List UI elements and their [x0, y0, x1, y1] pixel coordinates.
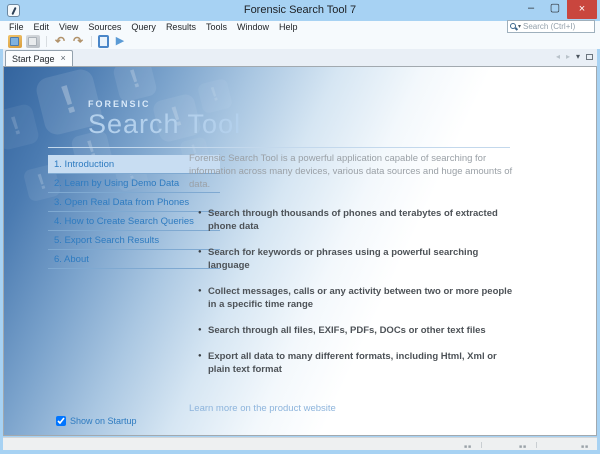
tab-list-dropdown-icon[interactable]: ▾	[575, 52, 580, 61]
save-icon	[26, 35, 40, 48]
logo-forensic-text: FORENSIC	[88, 99, 151, 109]
search-icon	[510, 23, 517, 30]
show-on-startup-checkbox[interactable]	[56, 416, 66, 426]
menu-file[interactable]: File	[9, 22, 24, 32]
statusbar-separator	[481, 442, 482, 448]
logo-search-tool-text: Search Tool	[88, 109, 242, 139]
tab-strip	[3, 49, 597, 66]
product-logo	[88, 99, 241, 140]
list-item: ● Search for keywords or phrases using a powerful searching language	[189, 246, 519, 272]
list-item: ● Search through all files, EXIFs, PDFs, DOCs or other text files	[189, 324, 519, 337]
tabstrip-icons	[556, 53, 593, 61]
redo-icon[interactable]: ↷	[72, 34, 84, 48]
tab-start-page[interactable]	[5, 50, 73, 66]
menu-bar	[0, 21, 600, 34]
phone-device-icon[interactable]	[98, 35, 109, 48]
statusbar-grip-icon: ■■	[463, 444, 472, 450]
statusbar-grip-icon: ■■	[518, 444, 527, 450]
menu-view[interactable]: View	[59, 22, 79, 32]
learn-more-link[interactable]: Learn more on the product website	[189, 403, 336, 414]
nav-item-introduction[interactable]: 1. Introduction	[48, 155, 220, 174]
scroll-tabs-left-icon[interactable]: ◂	[555, 52, 560, 61]
bullet-icon: ●	[198, 249, 202, 255]
open-file-icon[interactable]	[8, 35, 22, 48]
search-input[interactable]	[523, 22, 592, 31]
nav-item-real-data[interactable]: 3. Open Real Data from Phones	[48, 193, 220, 212]
bullet-icon: ●	[198, 288, 202, 294]
bullet-icon: ●	[198, 327, 202, 333]
tab-close-icon[interactable]: ×	[60, 53, 66, 63]
search-dropdown-icon[interactable]: ▾	[518, 24, 522, 30]
tab-label: Start Page	[12, 53, 55, 64]
toolbar	[0, 34, 600, 49]
menu-help[interactable]: Help	[278, 22, 298, 32]
nav-item-search-queries[interactable]: 4. How to Create Search Queries	[48, 212, 220, 231]
run-icon[interactable]: ▶	[115, 35, 125, 47]
hero-divider	[48, 147, 510, 148]
introduction-section	[189, 152, 519, 416]
statusbar-grip-icon: ■■	[580, 444, 589, 450]
menu-query[interactable]: Query	[131, 22, 156, 32]
nav-item-demo-data[interactable]: 2. Learn by Using Demo Data	[48, 174, 220, 193]
bullet-icon: ●	[198, 353, 202, 359]
feature-list	[189, 207, 519, 376]
menu-window[interactable]: Window	[236, 22, 269, 32]
menu-tools[interactable]: Tools	[205, 22, 227, 32]
statusbar-separator	[536, 442, 537, 448]
maximize-button[interactable]: ▢	[549, 2, 561, 14]
title-bar[interactable]	[0, 0, 600, 21]
list-item: ● Search through thousands of phones and terabytes of extracted phone data	[189, 207, 519, 233]
startup-option	[56, 416, 137, 426]
list-item: ● Collect messages, calls or any activity between two or more people in a specific time range	[189, 285, 519, 311]
window-title: Forensic Search Tool 7	[243, 4, 357, 16]
toolbar-separator	[46, 36, 47, 47]
nav-item-about[interactable]: 6. About	[48, 250, 220, 269]
show-on-startup-label: Show on Startup	[70, 416, 137, 426]
menu-results[interactable]: Results	[165, 22, 196, 32]
nav-item-export-results[interactable]: 5. Export Search Results	[48, 231, 220, 250]
start-page-content	[3, 66, 597, 436]
close-button[interactable]: ×	[567, 0, 597, 19]
menu-edit[interactable]: Edit	[33, 22, 50, 32]
window-controls	[519, 0, 597, 20]
intro-paragraph: Forensic Search Tool is a powerful application capable of searching for information across many devices, various data sources and huge amounts of data.	[189, 153, 513, 190]
undo-icon[interactable]: ↶	[54, 34, 66, 48]
minimize-button[interactable]: –	[527, 2, 535, 14]
status-bar	[3, 437, 597, 450]
list-item: ● Export all data to many different formats, including Html, Xml or plain text format	[189, 350, 519, 376]
search-box[interactable]	[507, 20, 595, 33]
menu-sources[interactable]: Sources	[88, 22, 122, 32]
float-window-icon[interactable]	[586, 54, 593, 60]
scroll-tabs-right-icon[interactable]: ▸	[565, 52, 570, 61]
bullet-icon: ●	[198, 210, 202, 216]
toolbar-separator	[91, 36, 92, 47]
